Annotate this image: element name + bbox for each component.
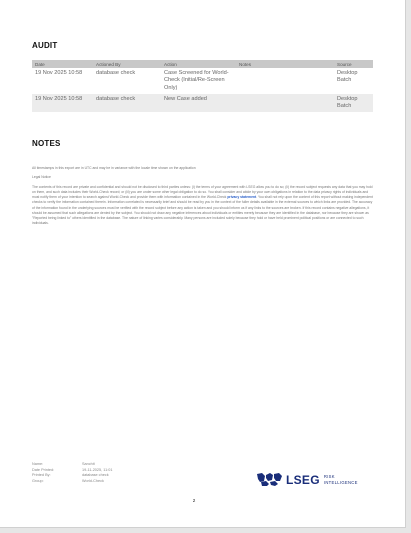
notes-body <box>32 166 373 231</box>
timestamp-note: All timestamps in this export are in UTC and may be in variance with the locale time shown on the application <box>32 166 196 170</box>
cell-notes <box>236 94 334 113</box>
meta-value: Sanchit <box>82 462 95 466</box>
lseg-emblem-icon <box>256 472 283 487</box>
column-header-notes: Notes <box>236 60 334 68</box>
logo-wordmark: LSEG <box>286 472 320 487</box>
cell-actioned-by: database check <box>93 68 161 94</box>
lseg-logo <box>256 472 358 487</box>
column-header-date: Date <box>32 60 93 68</box>
column-header-action: Action <box>161 60 236 68</box>
cell-date: 19 Nov 2025 10:58 <box>32 68 93 94</box>
logo-subtitle <box>324 474 358 485</box>
legal-text-part: The contents of this record are private and confidential and should not be disclosed to third parties unless: (i) the terms of your agreement with LSEG allow you to do so; (ii) the record subject requests any data that you may hold on them, and such data includes their World-Check record; or (iii) you are under some other legal obligation to do so. You shall consider and abide by your own obligations in relation to the data privacy rights of individuals and must notify them of your intention to search against World-Check and provide them with information contained in the World-Check <box>32 184 373 200</box>
logo-subtitle-line: INTELLIGENCE <box>323 479 358 485</box>
table-row <box>32 68 373 94</box>
cell-date: 19 Nov 2025 10:58 <box>32 94 93 113</box>
column-header-source: Source <box>334 60 373 68</box>
column-header-actioned-by: Actioned By <box>93 60 161 68</box>
meta-value: 19-11-2025, 11:01 <box>82 467 113 472</box>
cell-actioned-by: database check <box>93 94 161 113</box>
meta-key: Printed By: <box>32 473 51 478</box>
meta-row-group <box>32 479 112 485</box>
cell-notes <box>236 68 334 94</box>
meta-key: Name: <box>32 462 44 466</box>
meta-value: database check <box>82 473 109 478</box>
legal-notice-text <box>32 185 373 227</box>
print-metadata <box>32 462 112 485</box>
audit-section-title: AUDIT <box>32 41 58 50</box>
audit-table <box>32 60 373 112</box>
table-row <box>32 94 373 113</box>
audit-table-header <box>32 60 373 68</box>
meta-key: Date Printed: <box>32 467 55 472</box>
cell-action: Case Screened for World-Check (Initial/Re-Screen Only) <box>161 68 236 94</box>
cell-source: Desktop Batch <box>334 68 373 94</box>
cell-action: New Case added <box>161 94 236 113</box>
legal-text-part: . You shall not rely upon the content of this report without making independent checks to verify the information contained therein. Information correlated is necessarily brief and should be read by you in the context of the fuller details available in the external sources to which links are provided. The accuracy of the information found in the underlying sources must be verified with the record subject before any action is taken and you should inform us if any links to the sources are broken. If this record contains negative allegations, it should be assumed that such allegations are denied by the subject. You should not draw any negative inferences about individuals or entities merely because they are identified in the database, nor because they are shown as "Reported being linked to" others identified in the database. The nature of linking varies considerably. Many persons are included solely because they hold or have held prominent political positions or are connected to such individuals. <box>32 195 373 226</box>
logo-subtitle-line: RISK <box>323 474 335 480</box>
page-number: 2 <box>192 498 196 503</box>
meta-key: Group: <box>32 479 44 484</box>
cell-source: Desktop Batch <box>334 94 373 113</box>
meta-value: World-Check <box>82 479 104 484</box>
legal-notice-heading: Legal Notice <box>32 175 51 180</box>
notes-section-title: NOTES <box>32 139 61 148</box>
privacy-statement-link[interactable]: privacy statement <box>227 195 257 200</box>
